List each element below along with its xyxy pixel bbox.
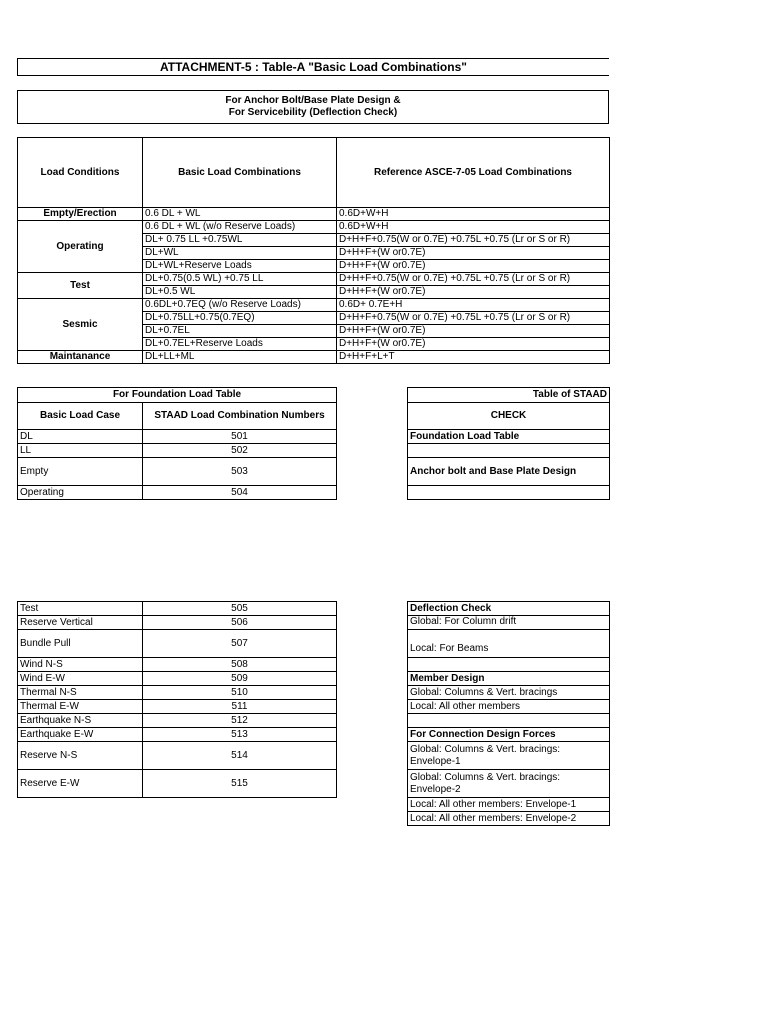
staad-check-table — [407, 387, 610, 500]
load-case: DL — [18, 430, 143, 444]
load-case: Wind N-S — [18, 658, 143, 672]
load-case: Reserve Vertical — [18, 616, 143, 630]
check-item — [408, 658, 610, 672]
section-subtitle — [17, 90, 609, 124]
table-row — [18, 728, 337, 742]
basic-combination: 0.6 DL + WL (w/o Reserve Loads) — [143, 221, 337, 234]
foundation-table-title: For Foundation Load Table — [18, 388, 337, 403]
load-case: Earthquake E-W — [18, 728, 143, 742]
asce-combination: D+H+F+0.75(W or 0.7E) +0.75L +0.75 (Lr or S or R) — [337, 312, 610, 325]
table-row — [18, 208, 610, 221]
table-row — [18, 672, 337, 686]
table-row — [18, 616, 337, 630]
table-row — [408, 458, 610, 486]
table-row — [408, 812, 610, 826]
basic-combination: 0.6 DL + WL — [143, 208, 337, 221]
foundation-load-table — [17, 387, 337, 500]
page-title: ATTACHMENT-5 : Table-A "Basic Load Combinations" — [17, 58, 609, 76]
basic-combination: DL+0.7EL — [143, 325, 337, 338]
load-condition: Maintanance — [18, 351, 143, 364]
combination-number: 515 — [143, 770, 337, 798]
check-item: Local: All other members — [408, 700, 610, 714]
table-row — [408, 630, 610, 658]
load-case: Thermal N-S — [18, 686, 143, 700]
combination-number: 509 — [143, 672, 337, 686]
load-condition: Empty/Erection — [18, 208, 143, 221]
basic-combination: DL+0.7EL+Reserve Loads — [143, 338, 337, 351]
basic-combination: DL+ 0.75 LL +0.75WL — [143, 234, 337, 247]
combination-number: 503 — [143, 458, 337, 486]
asce-combination: D+H+F+(W or0.7E) — [337, 338, 610, 351]
design-check-table — [407, 601, 610, 826]
check-item: Anchor bolt and Base Plate Design — [408, 458, 610, 486]
check-item — [408, 444, 610, 458]
table-row — [18, 742, 337, 770]
check-item: Global: Columns & Vert. bracings — [408, 686, 610, 700]
load-case: Empty — [18, 458, 143, 486]
basic-combination: DL+WL — [143, 247, 337, 260]
asce-combination: 0.6D+ 0.7E+H — [337, 299, 610, 312]
table-row — [18, 630, 337, 658]
basic-combination: DL+0.75(0.5 WL) +0.75 LL — [143, 273, 337, 286]
asce-combination: D+H+F+(W or0.7E) — [337, 286, 610, 299]
table-row — [408, 728, 610, 742]
table-row — [18, 486, 337, 500]
asce-combination: 0.6D+W+H — [337, 208, 610, 221]
load-case: Operating — [18, 486, 143, 500]
load-case: LL — [18, 444, 143, 458]
combination-number: 505 — [143, 602, 337, 616]
table-row — [18, 686, 337, 700]
table-row — [18, 273, 610, 286]
combination-number: 511 — [143, 700, 337, 714]
subtitle-line-2: For Servicebility (Deflection Check) — [228, 107, 398, 118]
table-row — [18, 430, 337, 444]
check-heading: Member Design — [408, 672, 610, 686]
load-case: Reserve N-S — [18, 742, 143, 770]
load-case: Test — [18, 602, 143, 616]
combination-number: 512 — [143, 714, 337, 728]
load-condition: Operating — [18, 221, 143, 273]
table-row — [408, 430, 610, 444]
basic-combination: DL+WL+Reserve Loads — [143, 260, 337, 273]
check-item: Foundation Load Table — [408, 430, 610, 444]
table-row — [408, 700, 610, 714]
combination-number: 510 — [143, 686, 337, 700]
table-row — [18, 602, 337, 616]
check-item: Global: Columns & Vert. bracings: Envelope-2 — [408, 770, 610, 798]
load-case: Wind E-W — [18, 672, 143, 686]
basic-combination: DL+0.75LL+0.75(0.7EQ) — [143, 312, 337, 325]
table-row — [18, 700, 337, 714]
asce-combination: D+H+F+0.75(W or 0.7E) +0.75L +0.75 (Lr or S or R) — [337, 273, 610, 286]
check-heading: Deflection Check — [408, 602, 610, 616]
header-basic-load-case: Basic Load Case — [18, 403, 143, 430]
combination-number: 506 — [143, 616, 337, 630]
load-case: Reserve E-W — [18, 770, 143, 798]
combination-number: 502 — [143, 444, 337, 458]
table-row — [408, 616, 610, 630]
combination-number: 513 — [143, 728, 337, 742]
table-row — [408, 714, 610, 728]
table-row — [18, 444, 337, 458]
check-item: Global: For Column drift — [408, 616, 610, 630]
check-item: Local: All other members: Envelope-2 — [408, 812, 610, 826]
table-row — [408, 686, 610, 700]
header-staad-numbers: STAAD Load Combination Numbers — [143, 403, 337, 430]
combination-number: 501 — [143, 430, 337, 444]
combination-number: 507 — [143, 630, 337, 658]
table-row — [408, 486, 610, 500]
basic-combination: DL+LL+ML — [143, 351, 337, 364]
table-row — [408, 602, 610, 616]
asce-combination: 0.6D+W+H — [337, 221, 610, 234]
table-row — [408, 798, 610, 812]
combination-number: 514 — [143, 742, 337, 770]
load-case-table — [17, 601, 337, 798]
header-load-conditions: Load Conditions — [18, 138, 143, 208]
load-case: Earthquake N-S — [18, 714, 143, 728]
table-row — [18, 658, 337, 672]
asce-combination: D+H+F+0.75(W or 0.7E) +0.75L +0.75 (Lr or S or R) — [337, 234, 610, 247]
table-row — [18, 458, 337, 486]
table-row — [408, 770, 610, 798]
load-combinations-table — [17, 137, 610, 364]
table-row — [18, 770, 337, 798]
load-condition: Test — [18, 273, 143, 299]
table-row — [408, 672, 610, 686]
check-heading: For Connection Design Forces — [408, 728, 610, 742]
header-asce-reference: Reference ASCE-7-05 Load Combinations — [337, 138, 610, 208]
load-case: Thermal E-W — [18, 700, 143, 714]
asce-combination: D+H+F+(W or0.7E) — [337, 260, 610, 273]
check-item — [408, 486, 610, 500]
load-case: Bundle Pull — [18, 630, 143, 658]
table-row — [18, 714, 337, 728]
load-condition: Sesmic — [18, 299, 143, 351]
asce-combination: D+H+F+(W or0.7E) — [337, 325, 610, 338]
table-row — [18, 299, 610, 312]
staad-table-title: Table of STAAD — [408, 388, 610, 403]
check-item: Local: All other members: Envelope-1 — [408, 798, 610, 812]
table-row — [408, 444, 610, 458]
table-row — [18, 221, 610, 234]
table-row — [408, 658, 610, 672]
basic-combination: 0.6DL+0.7EQ (w/o Reserve Loads) — [143, 299, 337, 312]
combination-number: 508 — [143, 658, 337, 672]
basic-combination: DL+0.5 WL — [143, 286, 337, 299]
table-row — [18, 351, 610, 364]
header-basic-load-combinations: Basic Load Combinations — [143, 138, 337, 208]
header-check: CHECK — [408, 403, 610, 430]
check-item: Global: Columns & Vert. bracings: Envelope-1 — [408, 742, 610, 770]
asce-combination: D+H+F+L+T — [337, 351, 610, 364]
check-item — [408, 714, 610, 728]
table-row — [408, 742, 610, 770]
combination-number: 504 — [143, 486, 337, 500]
asce-combination: D+H+F+(W or0.7E) — [337, 247, 610, 260]
subtitle-line-1: For Anchor Bolt/Base Plate Design & — [225, 95, 401, 106]
check-item: Local: For Beams — [408, 630, 610, 658]
